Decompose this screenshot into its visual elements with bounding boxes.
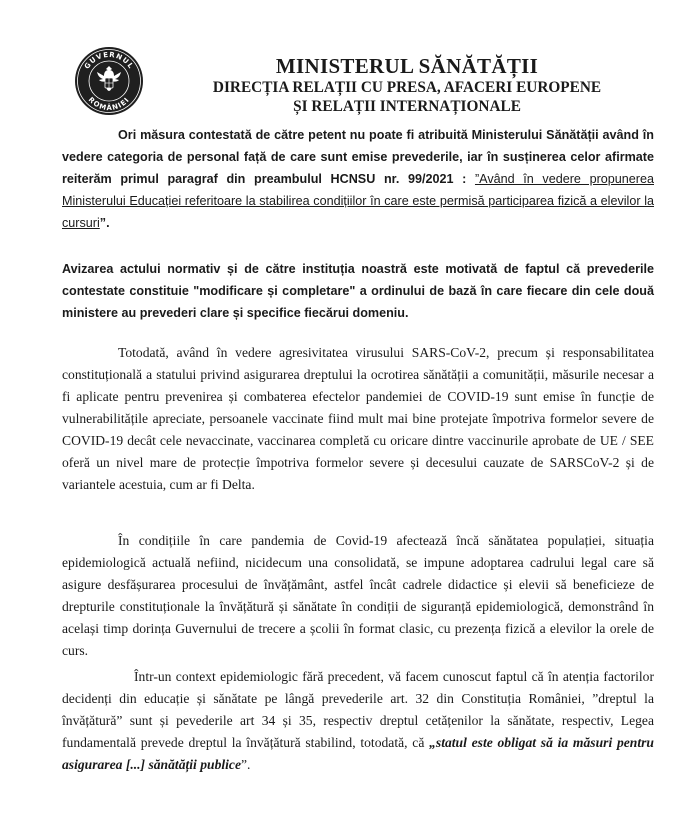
ministry-title: MINISTERUL SĂNĂTĂȚII xyxy=(275,54,539,78)
department-subtitle-line2: ȘI RELAȚII INTERNAȚIONALE xyxy=(293,98,521,115)
paragraph-vaccination xyxy=(62,342,654,496)
paragraph-hcnsu-reference xyxy=(62,124,654,234)
svg-text:GUVERNUL: GUVERNUL xyxy=(82,50,136,71)
paragraph-5-text: Într-un context epidemiologic fără precedent, vă facem cunoscut faptul că în atenția factorilor decidenți din educație și sănătate pe lângă prevederile art. 32 din Constituția României, ”dreptul la învățătură” sunt și pevederile art 34 și 35, respectiv dreptul cetățenilor la sănătate, respectiv, Legea fundamentală prevede dreptul la învățătură stabilind, totodată, că xyxy=(62,669,654,750)
hcnsu-quote: ”Având în vedere propunerea Ministerului Educației referitoare la stabilirea condițiilor în care este permisă participarea fizică a elevilor la cursuri xyxy=(62,172,654,230)
letterhead xyxy=(172,54,642,116)
paragraph-2-text: Avizarea actului normativ și de către instituția noastră este motivată de faptul că prevederile contestate constituie "modificare și completare" a ordinului de bază în care fiecare din cele două ministere au prevederi clare și specifice fiecărui domeniu. xyxy=(62,262,654,320)
paragraph-5-end: ”. xyxy=(241,757,251,772)
department-subtitle-line1: DIRECȚIA RELAȚII CU PRESA, AFACERI EUROPENE xyxy=(212,79,602,96)
paragraph-pandemic-conditions xyxy=(62,530,654,662)
paragraph-constitution xyxy=(62,666,654,776)
svg-text:ROMÂNIEI: ROMÂNIEI xyxy=(86,95,132,113)
paragraph-1-text: Ori măsura contestată de către petent nu poate fi atribuită Ministerului Sănătății având în vedere categoria de personal față de care sunt emise prevederile, iar în susținerea celor afirmate reiterăm primul paragraf din preambulul HCNSU nr. 99/2021 : xyxy=(62,128,654,186)
paragraph-3-text: Totodată, având în vedere agresivitatea virusului SARS-CoV-2, precum și responsabilitatea constituțională a statului privind asigurarea dreptului la ocrotirea sănătății a comunității, măsurile necesar a fi aplicate pentru prevenirea și combaterea efectelor pandemiei de COVID-19 sunt emise în funcție de vulnerabilitățile apreciate, persoanele vaccinate fiind mult mai bine protejate împotriva formelor severe de COVID-19 decât cele nevaccinate, vaccinarea completă cu oricare dintre vaccinurile aprobate de UE / SEE oferă un nivel mare de protecție împotriva formelor severe și decesului cauzate de SARSCoV-2 și de variantele acestuia, cum ar fi Delta. xyxy=(62,345,654,492)
paragraph-4-text: În condițiile în care pandemia de Covid-19 afectează încă sănătatea populației, situația epidemiologică actuală nefiind, nicidecum una consolidată, se impune adoptarea cadrului legal care să asigure desfășurarea procesului de învățământ, astfel încât cadrele didactice și elevii să beneficieze de drepturile constituționale la învățătură și sănătate în condiții de siguranță epidemiologică, demonstrând în același timp dorința Guvernului de trecere a școlii în format clasic, cu prezența fizică a elevilor la orele de curs. xyxy=(62,533,654,658)
constitution-quote: „statul este obligat să ia măsuri pentru asigurarea [...] sănătății publice xyxy=(62,735,654,772)
paragraph-endorsement xyxy=(62,258,654,324)
paragraph-1-end: ”. xyxy=(99,216,110,230)
government-seal-icon xyxy=(74,46,144,116)
